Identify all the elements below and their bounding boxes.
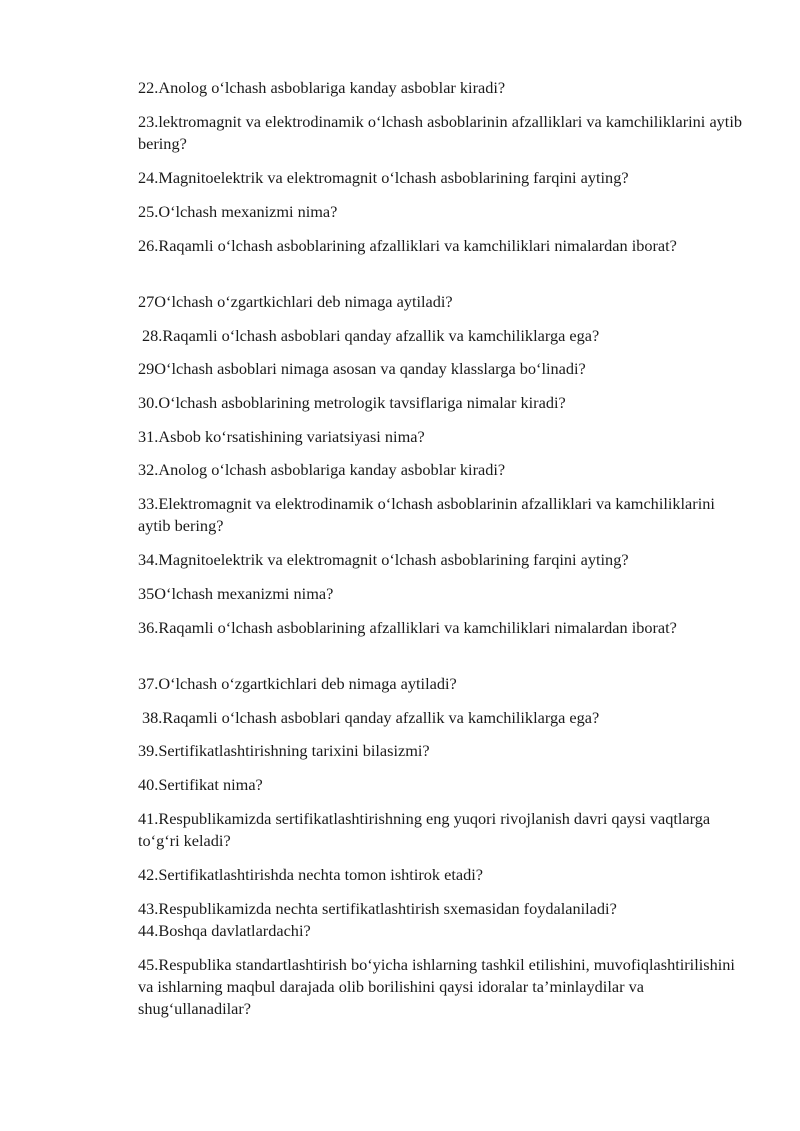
question-22: 22.Anolog o‘lchash asboblariga kanday asboblar kiradi? — [138, 78, 506, 97]
question-26: 26.Raqamli o‘lchash asboblarining afzalliklari va kamchiliklari nimalardan iborat? — [138, 236, 677, 255]
question-41: 41.Respublikamizda sertifikatlashtirishning eng yuqori rivojlanish davri qaysi vaqtlarga to‘g‘ri keladi? — [138, 809, 711, 850]
question-39: 39.Sertifikatlashtirishning tarixini bilasizmi? — [138, 741, 430, 760]
question-37: 37.O‘lchash o‘zgartkichlari deb nimaga aytiladi? — [138, 674, 457, 693]
question-38: 38.Raqamli o‘lchash asboblari qanday afzallik va kamchiliklarga ega? — [142, 708, 600, 727]
question-31: 31.Asbob ko‘rsatishining variatsiyasi nima? — [138, 427, 425, 446]
question-36: 36.Raqamli o‘lchash asboblarining afzalliklari va kamchiliklari nimalardan iborat? — [138, 618, 677, 637]
question-40: 40.Sertifikat nima? — [138, 775, 263, 794]
question-35: 35O‘lchash mexanizmi nima? — [138, 584, 334, 603]
question-45: 45.Respublika standartlashtirish bo‘yicha ishlarning tashkil etilishini, muvofiqlashtirilishini va ishlarning maqbul darajada olib borilishini qaysi idoralar ta’minlaydilar va shug‘ullanadilar? — [138, 955, 735, 1018]
question-43: 43.Respublikamizda nechta sertifikatlashtirish sxemasidan foydalaniladi? — [138, 899, 617, 918]
question-27: 27O‘lchash o‘zgartkichlari deb nimaga aytiladi? — [138, 292, 453, 311]
question-33: 33.Elektromagnit va elektrodinamik o‘lchash asboblarinin afzalliklari va kamchiliklarini aytib bering? — [138, 494, 715, 535]
question-34: 34.Magnitoelektrik va elektromagnit o‘lchash asboblarining farqini ayting? — [138, 550, 629, 569]
question-30: 30.O‘lchash asboblarining metrologik tavsiflariga nimalar kiradi? — [138, 393, 566, 412]
question-24: 24.Magnitoelektrik va elektromagnit o‘lchash asboblarining farqini ayting? — [138, 168, 629, 187]
question-42: 42.Sertifikatlashtirishda nechta tomon ishtirok etadi? — [138, 865, 483, 884]
question-29: 29O‘lchash asboblari nimaga asosan va qanday klasslarga bo‘linadi? — [138, 359, 586, 378]
question-28: 28.Raqamli o‘lchash asboblari qanday afzallik va kamchiliklarga ega? — [142, 326, 600, 345]
question-44: 44.Boshqa davlatlardachi? — [138, 921, 311, 940]
question-25: 25.O‘lchash mexanizmi nima? — [138, 202, 338, 221]
question-32: 32.Anolog o‘lchash asboblariga kanday asboblar kiradi? — [138, 460, 506, 479]
question-23: 23.lektromagnit va elektrodinamik o‘lchash asboblarinin afzalliklari va kamchiliklarini aytib bering? — [138, 112, 742, 153]
